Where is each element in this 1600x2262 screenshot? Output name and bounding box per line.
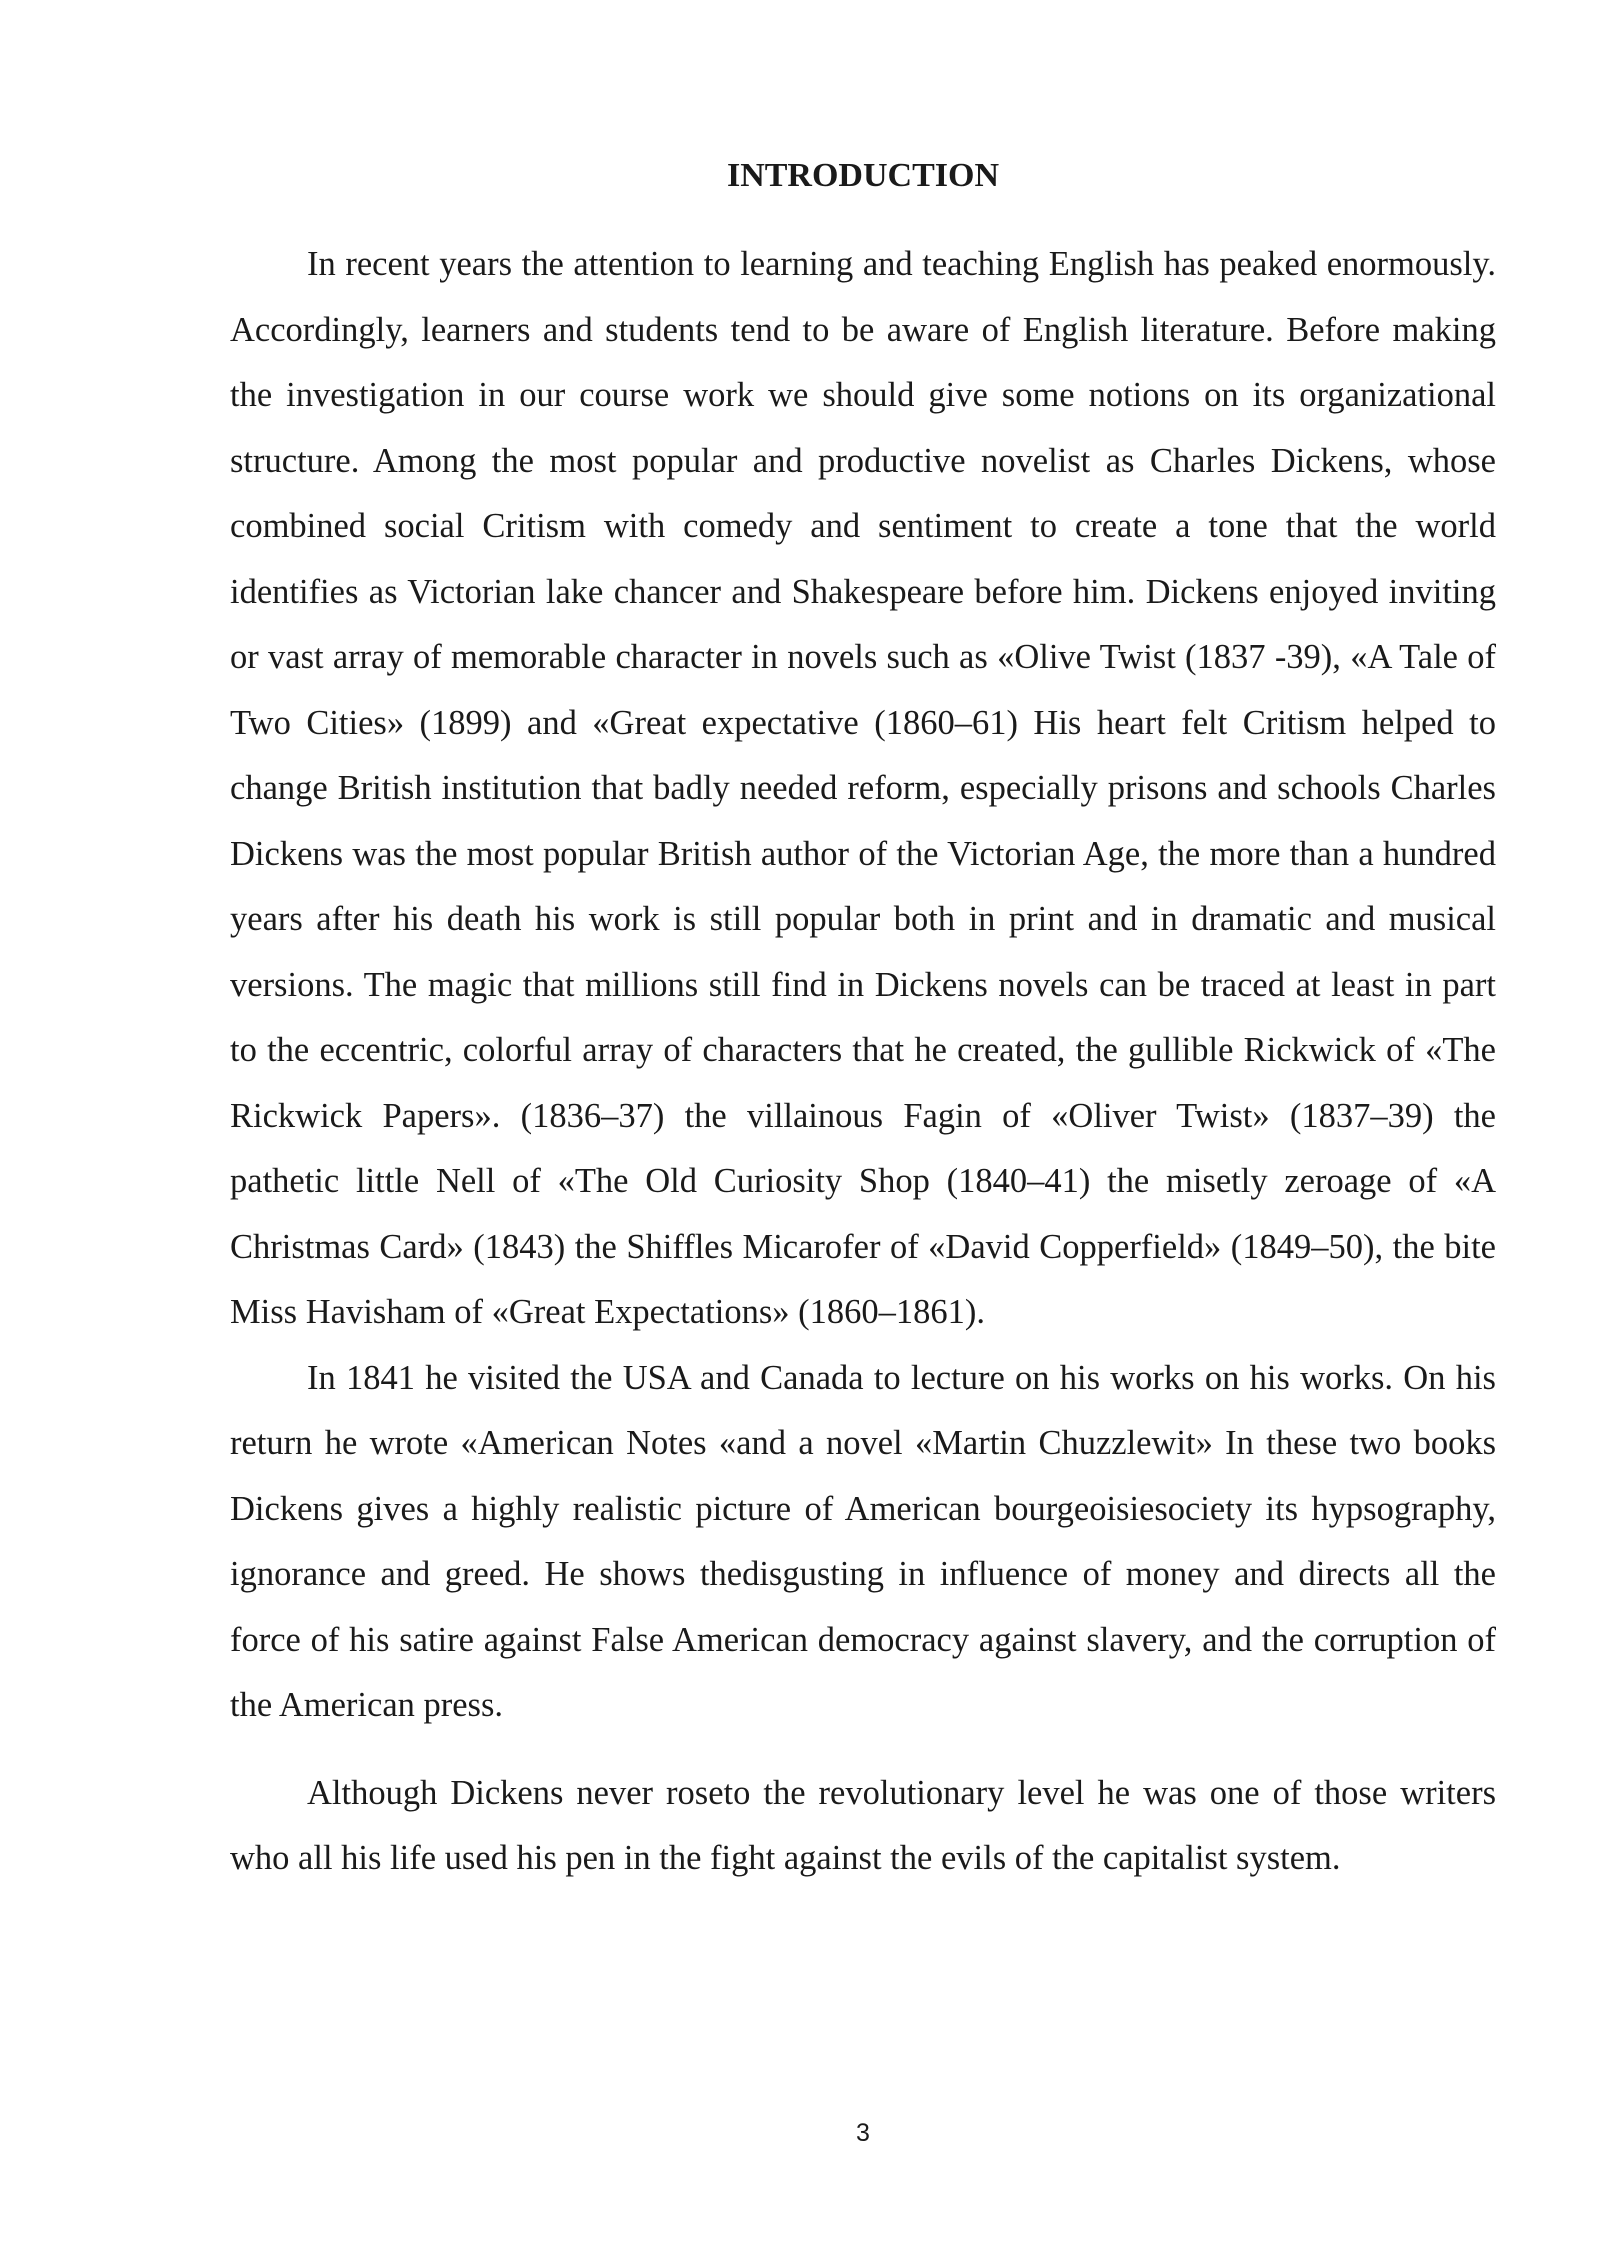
page-title: INTRODUCTION [726,157,1000,194]
paragraph-2: In 1841 he visited the USA and Canada to lecture on his works on his works. On his return he wrote «American Notes «and a novel «Martin Chuzzlewit» In these two books Dickens gives a highly realistic picture of American bourgeoisiesociety its hypsography, ignorance and greed. He shows thedisgusting in influence of money and directs all the force of his satire against False American democracy against slavery, and the corruption of the American press. [230,1358,1496,1724]
body-text [230,232,1496,1892]
paragraph-3: Although Dickens never roseto the revolutionary level he was one of those writers who all his life used his pen in the fight against the evils of the capitalist system. [230,1773,1496,1877]
page-number: 3 [856,2119,870,2147]
paragraph-1: In recent years the attention to learning and teaching English has peaked enormously. Accordingly, learners and students tend to be aware of English literature. Before making the investigation in our course work we should give some notions on its organizational structure. Among the most popular and productive novelist as Charles Dickens, whose combined social Critism with comedy and sentiment to create a tone that the world identifies as Victorian lake chancer and Shakespeare before him. Dickens enjoyed inviting or vast array of memorable character in novels such as «Olive Twist (1837 -39), «A Tale of Two Cities» (1899) and «Great expectative (1860–61) His heart felt Critism helped to change British institution that badly needed reform, especially prisons and schools Charles Dickens was the most popular British author of the Victorian Age, the more than a hundred years after his death his work is still popular both in print and in dramatic and musical versions. The magic that millions still find in Dickens novels can be traced at least in part to the eccentric, colorful array of characters that he created, the gullible Rickwick of «The Rickwick Papers». (1836–37) the villainous Fagin of «Oliver Twist» (1837–39) the pathetic little Nell of «The Old Curiosity Shop (1840–41) the misetly zeroage of «A Christmas Card» (1843) the Shiffles Micarofer of «David Copperfield» (1849–50), the bite Miss Havisham of «Great Expectations» (1860–1861). [230,245,1496,1331]
